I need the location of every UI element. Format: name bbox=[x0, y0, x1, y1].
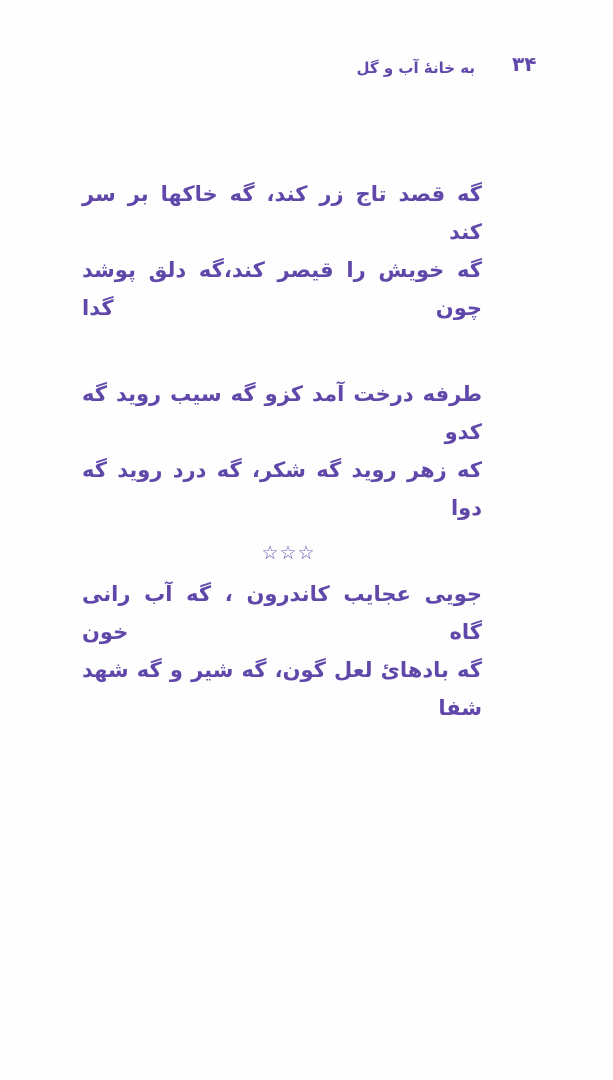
stanza-2-line-1: طرفه درخت آمد کزو گه سیب روید گه کدو bbox=[82, 382, 482, 444]
stanza-1-line-1: گه قصد تاج زر کند، گه خاکها بر سر کند bbox=[82, 182, 482, 244]
stanza-2 bbox=[82, 375, 482, 527]
stanza-3 bbox=[82, 575, 482, 727]
stanza-1 bbox=[82, 175, 482, 327]
running-header-title: به خانهٔ آب و گل bbox=[356, 59, 475, 77]
page-number: ۳۴ bbox=[512, 52, 537, 76]
poem bbox=[82, 175, 482, 727]
stanza-1-line-2: گه خویش را قیصر کند،گه دلق پوشد چون گدا bbox=[82, 258, 482, 320]
stanza-3-line-1: جویی عجایب کاندرون ، گه آب رانی گاه خون bbox=[82, 582, 482, 644]
stanza-2-line-2: که زهر روید گه شکر، گه درد روید گه دوا bbox=[82, 458, 482, 520]
stanza-3-line-2: گه بادهائ لعل گون، گه شیر و گه شهد شفا bbox=[82, 658, 482, 720]
section-divider-stars: ☆☆☆ bbox=[261, 542, 316, 564]
